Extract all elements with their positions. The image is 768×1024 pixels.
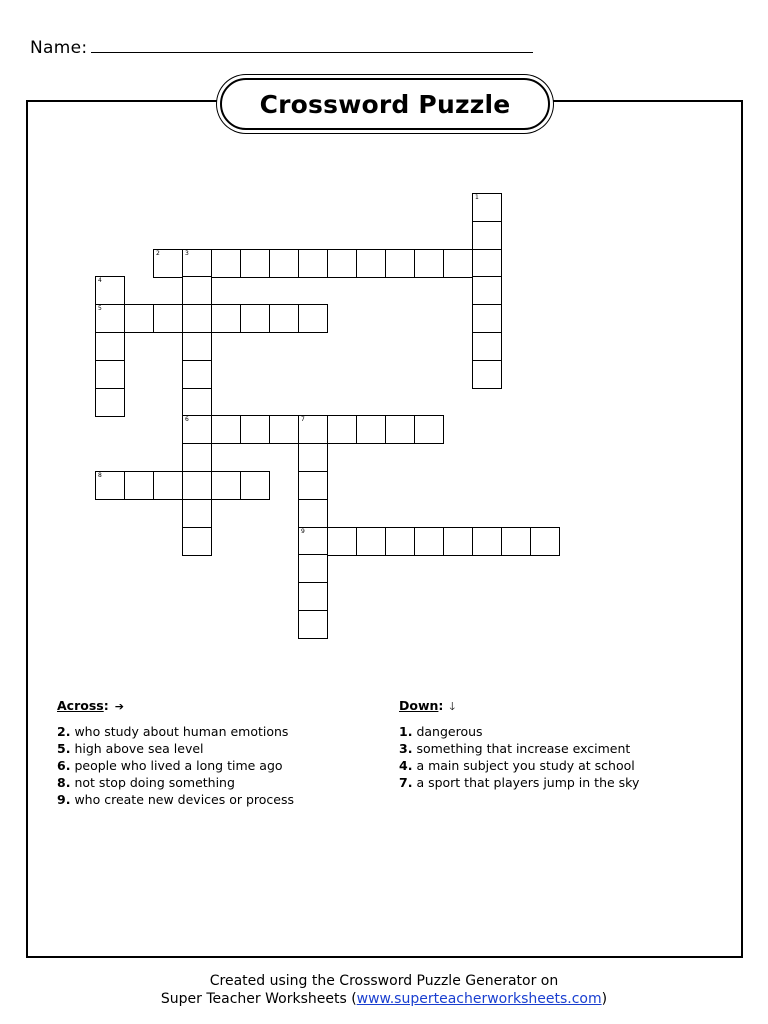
footer-link[interactable]: www.superteacherworksheets.com xyxy=(356,991,602,1007)
grid-cell[interactable] xyxy=(240,304,270,333)
grid-cell[interactable] xyxy=(298,554,328,583)
across-clue: 6. people who lived a long time ago xyxy=(57,758,283,773)
grid-cell[interactable] xyxy=(298,610,328,639)
right-arrow-icon: ➔ xyxy=(114,700,124,713)
grid-cell[interactable] xyxy=(182,471,212,500)
grid-cell[interactable] xyxy=(153,471,183,500)
grid-cell[interactable] xyxy=(472,527,502,556)
grid-cell[interactable] xyxy=(356,527,386,556)
clue-number: 9 xyxy=(301,527,305,535)
name-blank[interactable] xyxy=(91,36,533,53)
grid-cell[interactable] xyxy=(298,304,328,333)
down-clue: 1. dangerous xyxy=(399,724,483,739)
grid-cell[interactable] xyxy=(182,360,212,389)
grid-cell[interactable] xyxy=(240,249,270,278)
title-banner xyxy=(220,78,550,130)
down-clue: 4. a main subject you study at school xyxy=(399,758,635,773)
grid-cell[interactable] xyxy=(472,304,502,333)
across-clue: 2. who study about human emotions xyxy=(57,724,289,739)
grid-cell[interactable] xyxy=(211,471,241,500)
clue-number: 4 xyxy=(98,277,102,285)
grid-cell[interactable] xyxy=(124,471,154,500)
grid-cell[interactable] xyxy=(182,249,212,278)
across-heading: Across xyxy=(57,698,104,713)
grid-cell[interactable] xyxy=(298,499,328,528)
clue-number: 7 xyxy=(301,416,305,424)
grid-cell[interactable] xyxy=(298,527,328,556)
footer-line-2: Super Teacher Worksheets (www.superteacherworksheets.com) xyxy=(160,991,608,1007)
grid-cell[interactable] xyxy=(182,499,212,528)
grid-cell[interactable] xyxy=(501,527,531,556)
grid-cell[interactable] xyxy=(153,304,183,333)
grid-cell[interactable] xyxy=(182,415,212,444)
grid-cell[interactable] xyxy=(472,360,502,389)
grid-cell[interactable] xyxy=(153,249,183,278)
grid-cell[interactable] xyxy=(211,415,241,444)
grid-cell[interactable] xyxy=(124,304,154,333)
grid-cell[interactable] xyxy=(472,332,502,361)
grid-cell[interactable] xyxy=(95,360,125,389)
grid-cell[interactable] xyxy=(269,249,299,278)
grid-cell[interactable] xyxy=(327,415,357,444)
grid-cell[interactable] xyxy=(240,415,270,444)
across-clue: 8. not stop doing something xyxy=(57,775,235,790)
grid-cell[interactable] xyxy=(530,527,560,556)
grid-cell[interactable] xyxy=(472,276,502,305)
grid-cell[interactable] xyxy=(385,249,415,278)
grid-cell[interactable] xyxy=(327,249,357,278)
grid-cell[interactable] xyxy=(356,415,386,444)
footer-line-1: Created using the Crossword Puzzle Generator on xyxy=(209,973,559,989)
clue-number: 2 xyxy=(156,249,160,257)
grid-cell[interactable] xyxy=(211,249,241,278)
grid-cell[interactable] xyxy=(95,332,125,361)
grid-cell[interactable] xyxy=(472,249,502,278)
grid-cell[interactable] xyxy=(95,471,125,500)
grid-cell[interactable] xyxy=(356,249,386,278)
grid-cell[interactable] xyxy=(95,388,125,417)
grid-cell[interactable] xyxy=(298,471,328,500)
name-label: Name: xyxy=(30,38,88,58)
grid-cell[interactable] xyxy=(182,276,212,305)
grid-cell[interactable] xyxy=(182,443,212,472)
grid-cell[interactable] xyxy=(327,527,357,556)
grid-cell[interactable] xyxy=(472,221,502,250)
grid-cell[interactable] xyxy=(298,443,328,472)
clue-number: 6 xyxy=(185,416,189,424)
across-clue: 5. high above sea level xyxy=(57,741,204,756)
name-line xyxy=(30,36,533,58)
grid-cell[interactable] xyxy=(443,249,473,278)
grid-cell[interactable] xyxy=(269,304,299,333)
grid-cell[interactable] xyxy=(385,527,415,556)
grid-cell[interactable] xyxy=(269,415,299,444)
down-clue: 3. something that increase exciment xyxy=(399,741,631,756)
clue-number: 1 xyxy=(475,194,479,201)
grid-cell[interactable] xyxy=(211,304,241,333)
clue-number: 8 xyxy=(98,472,102,479)
grid-cell[interactable] xyxy=(298,415,328,444)
clue-number: 3 xyxy=(185,249,189,257)
across-clues: Across: ➔ 2. who study about human emotions 5. high above sea level 6. people who lived a long time ago 8. not stop doing something 9. who create new devices or process xyxy=(57,697,377,808)
grid-cell[interactable] xyxy=(298,249,328,278)
grid-cell[interactable] xyxy=(298,582,328,611)
down-heading: Down xyxy=(399,698,439,713)
grid-cell[interactable] xyxy=(182,527,212,556)
grid-cell[interactable] xyxy=(414,527,444,556)
grid-cell[interactable] xyxy=(240,471,270,500)
grid-cell[interactable] xyxy=(414,249,444,278)
grid-cell[interactable] xyxy=(95,276,125,305)
grid-cell[interactable] xyxy=(414,415,444,444)
page-title: Crossword Puzzle xyxy=(259,89,511,119)
clue-number: 5 xyxy=(98,305,102,313)
across-clue: 9. who create new devices or process xyxy=(57,792,295,807)
down-clue: 7. a sport that players jump in the sky xyxy=(399,775,640,790)
grid-cell[interactable] xyxy=(182,332,212,361)
down-arrow-icon: 🡓 xyxy=(449,700,456,713)
grid-cell[interactable] xyxy=(443,527,473,556)
grid-cell[interactable] xyxy=(472,193,502,222)
down-clues: Down: 🡓 1. dangerous 3. something that increase exciment 4. a main subject you study at school 7. a sport that players jump in the sky xyxy=(399,697,739,791)
grid-cell[interactable] xyxy=(385,415,415,444)
footer xyxy=(0,972,768,1008)
grid-cell[interactable] xyxy=(182,388,212,417)
grid-cell[interactable] xyxy=(182,304,212,333)
grid-cell[interactable] xyxy=(95,304,125,333)
